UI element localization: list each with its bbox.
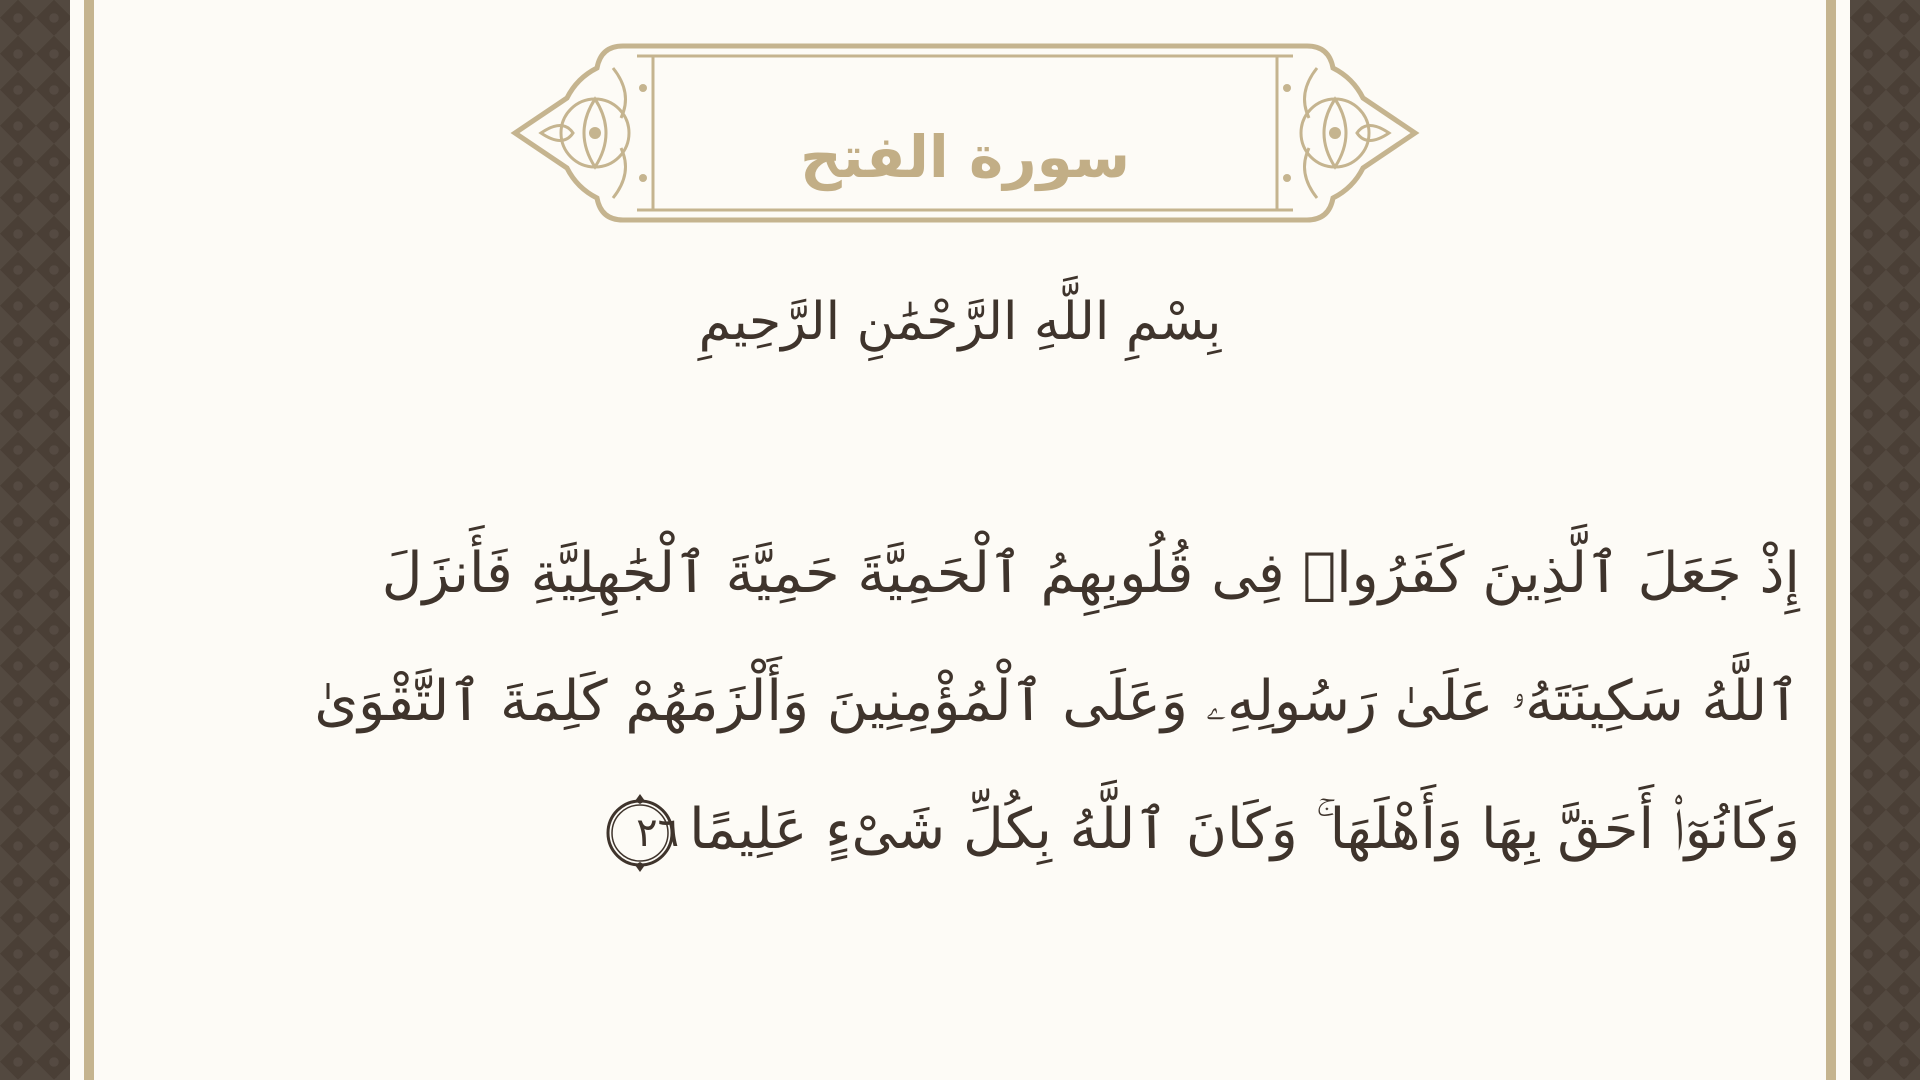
ayah-number: ٢٦ — [636, 809, 680, 856]
left-gold-rule — [84, 0, 94, 1080]
page-content — [110, 0, 1810, 1080]
verse-line: إِذْ جَعَلَ ٱلَّذِينَ كَفَرُوا۟ فِى قُلُوبِهِمُ ٱلْحَمِيَّةَ حَمِيَّةَ ٱلْجَٰهِلِيَّةِ فَأَنزَلَ — [381, 541, 1800, 606]
left-ornamental-border — [0, 0, 70, 1080]
surah-title-frame — [503, 38, 1427, 228]
verse-line: ٱللَّهُ سَكِينَتَهُۥ عَلَىٰ رَسُولِهِۦ وَعَلَى ٱلْمُؤْمِنِينَ وَأَلْزَمَهُمْ كَلِمَةَ ٱلتَّقْوَىٰ — [314, 669, 1800, 734]
right-gold-rule — [1826, 0, 1836, 1080]
verse-text — [260, 510, 1800, 894]
ayah-end-marker — [601, 794, 679, 872]
surah-title: سورة الفتح — [799, 123, 1131, 191]
verse-line-text: وَكَانُوٓا۟ أَحَقَّ بِهَا وَأَهْلَهَا ۚ وَكَانَ ٱللَّهُ بِكُلِّ شَىْءٍ عَلِيمًا — [689, 797, 1800, 862]
basmala: بِسْمِ اللَّهِ الرَّحْمَٰنِ الرَّحِيمِ — [698, 292, 1222, 352]
right-ornamental-border — [1850, 0, 1920, 1080]
verse-line-last — [260, 766, 1800, 894]
